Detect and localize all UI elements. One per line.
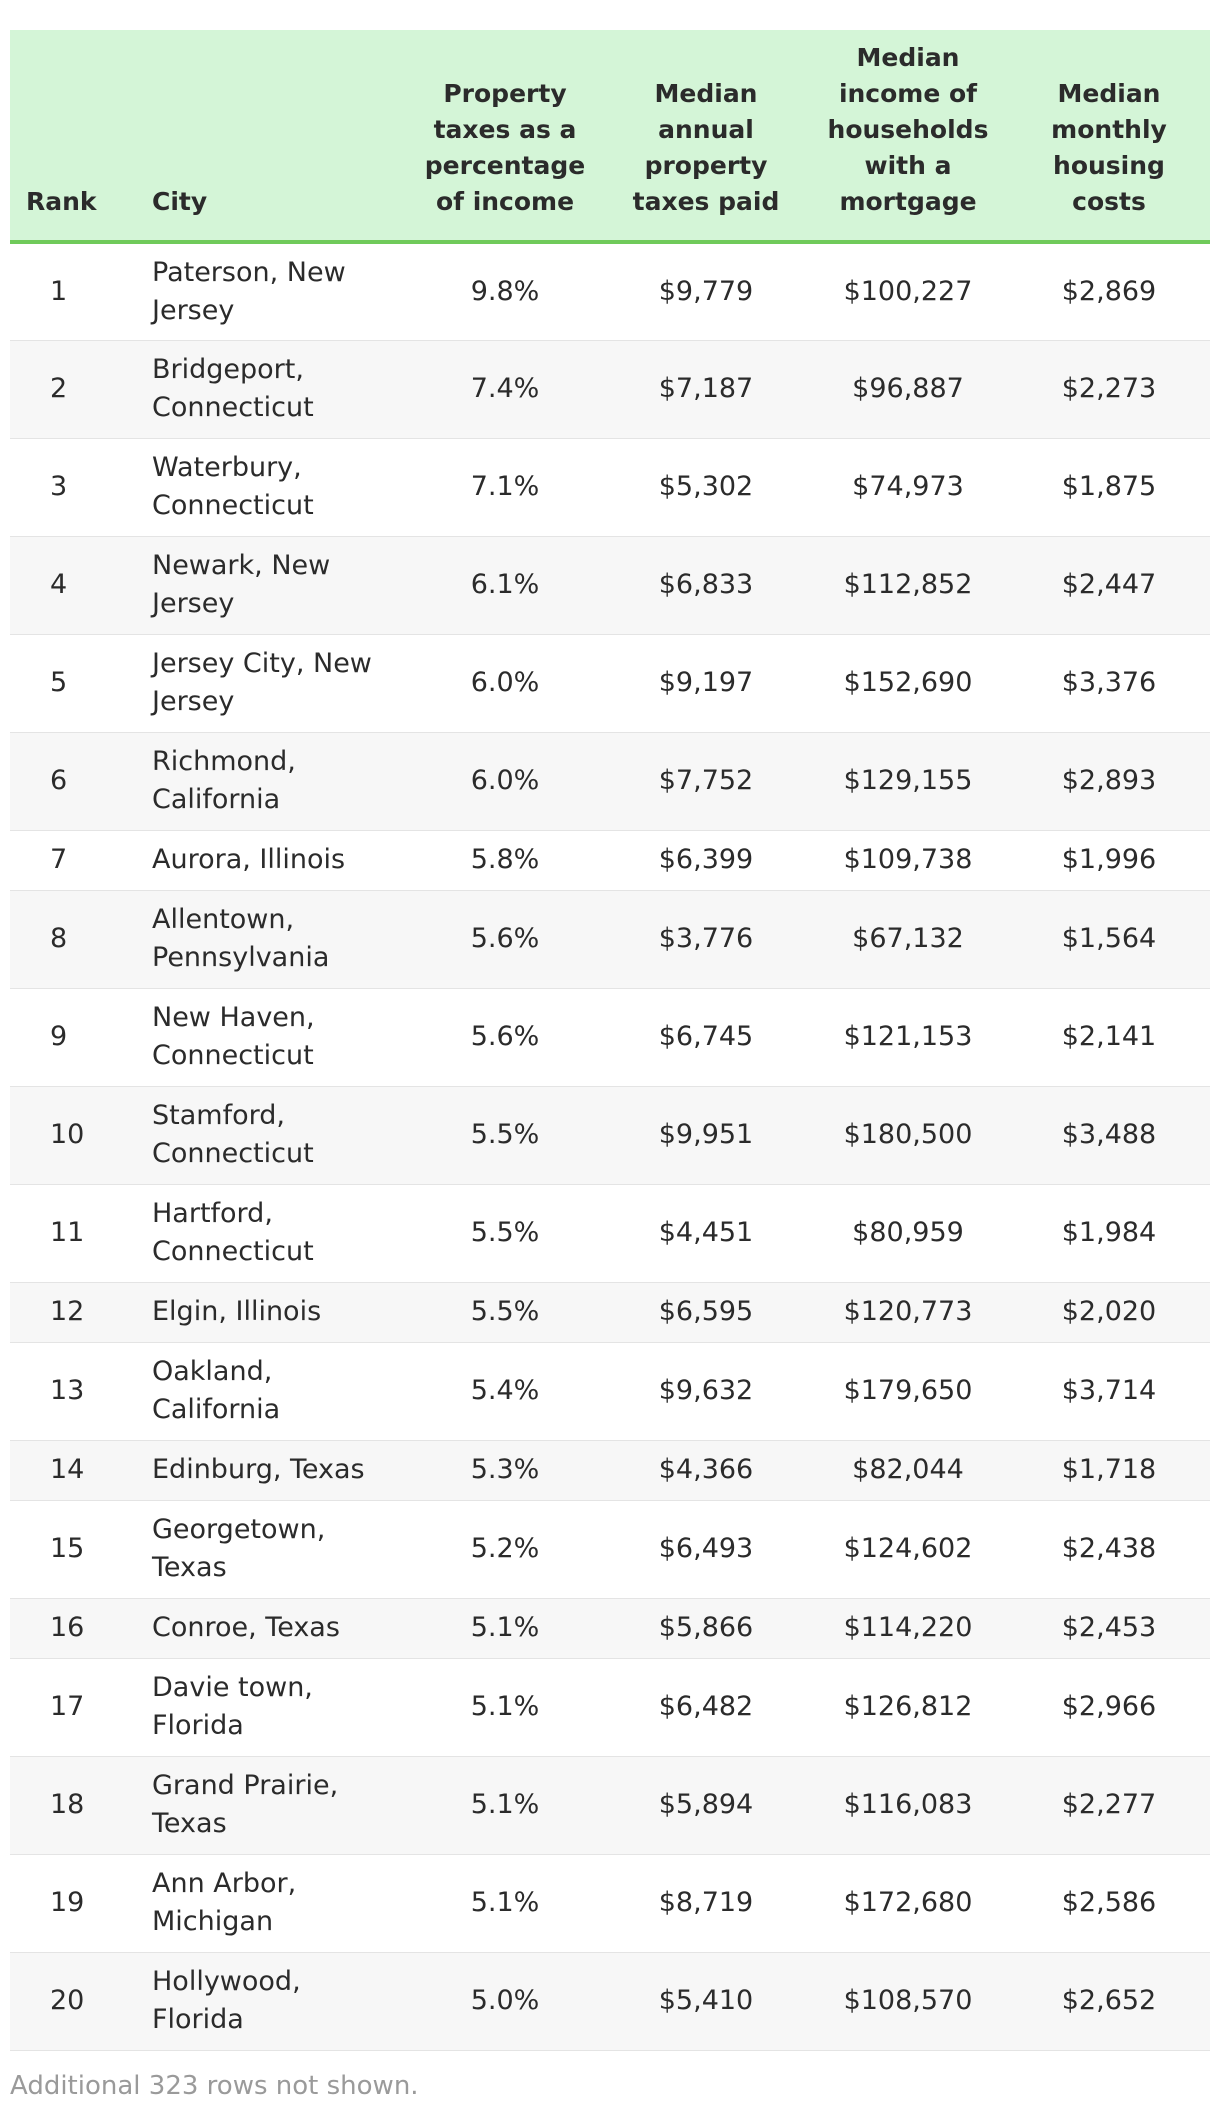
table-row xyxy=(10,634,1210,732)
pct-income-cell: 5.5% xyxy=(406,1282,604,1342)
column-header-annual-tax: Median annual property taxes paid xyxy=(604,30,808,242)
pct-income-cell: 7.4% xyxy=(406,340,604,438)
annual-tax-cell: $6,399 xyxy=(604,830,808,890)
income-cell: $112,852 xyxy=(808,536,1008,634)
income-cell: $109,738 xyxy=(808,830,1008,890)
housing-costs-cell: $2,453 xyxy=(1008,1598,1210,1658)
annual-tax-cell: $6,595 xyxy=(604,1282,808,1342)
income-cell: $179,650 xyxy=(808,1342,1008,1440)
housing-costs-cell: $1,875 xyxy=(1008,438,1210,536)
income-cell: $180,500 xyxy=(808,1086,1008,1184)
column-header-pct-income: Property taxes as a percentage of income xyxy=(406,30,604,242)
city-cell: Davie town, Florida xyxy=(106,1658,406,1756)
city-cell: Conroe, Texas xyxy=(106,1598,406,1658)
annual-tax-cell: $3,776 xyxy=(604,890,808,988)
rank-cell: 2 xyxy=(10,340,106,438)
table-row xyxy=(10,1086,1210,1184)
table-row xyxy=(10,242,1210,340)
annual-tax-cell: $9,197 xyxy=(604,634,808,732)
income-cell: $121,153 xyxy=(808,988,1008,1086)
housing-costs-cell: $2,869 xyxy=(1008,242,1210,340)
annual-tax-cell: $6,493 xyxy=(604,1500,808,1598)
city-cell: Newark, New Jersey xyxy=(106,536,406,634)
city-cell: Edinburg, Texas xyxy=(106,1440,406,1500)
table-row xyxy=(10,890,1210,988)
pct-income-cell: 6.0% xyxy=(406,732,604,830)
annual-tax-cell: $7,187 xyxy=(604,340,808,438)
annual-tax-cell: $6,745 xyxy=(604,988,808,1086)
table-row xyxy=(10,1282,1210,1342)
income-cell: $80,959 xyxy=(808,1184,1008,1282)
city-cell: Aurora, Illinois xyxy=(106,830,406,890)
annual-tax-cell: $9,632 xyxy=(604,1342,808,1440)
rank-cell: 11 xyxy=(10,1184,106,1282)
rank-cell: 16 xyxy=(10,1598,106,1658)
pct-income-cell: 5.1% xyxy=(406,1598,604,1658)
rank-cell: 4 xyxy=(10,536,106,634)
rows-not-shown-note: Additional 323 rows not shown. xyxy=(10,2071,419,2101)
annual-tax-cell: $6,833 xyxy=(604,536,808,634)
city-cell: Georgetown, Texas xyxy=(106,1500,406,1598)
pct-income-cell: 5.1% xyxy=(406,1854,604,1952)
table-body xyxy=(10,242,1210,2050)
rank-cell: 7 xyxy=(10,830,106,890)
housing-costs-cell: $1,564 xyxy=(1008,890,1210,988)
income-cell: $82,044 xyxy=(808,1440,1008,1500)
income-cell: $120,773 xyxy=(808,1282,1008,1342)
housing-costs-cell: $2,966 xyxy=(1008,1658,1210,1756)
column-header-city: City xyxy=(106,30,406,242)
city-cell: Richmond, California xyxy=(106,732,406,830)
pct-income-cell: 5.8% xyxy=(406,830,604,890)
pct-income-cell: 5.0% xyxy=(406,1952,604,2050)
rank-cell: 18 xyxy=(10,1756,106,1854)
income-cell: $152,690 xyxy=(808,634,1008,732)
pct-income-cell: 5.5% xyxy=(406,1086,604,1184)
city-cell: Hollywood, Florida xyxy=(106,1952,406,2050)
housing-costs-cell: $3,376 xyxy=(1008,634,1210,732)
housing-costs-cell: $1,984 xyxy=(1008,1184,1210,1282)
income-cell: $96,887 xyxy=(808,340,1008,438)
table-row xyxy=(10,1854,1210,1952)
annual-tax-cell: $7,752 xyxy=(604,732,808,830)
pct-income-cell: 5.3% xyxy=(406,1440,604,1500)
pct-income-cell: 6.0% xyxy=(406,634,604,732)
pct-income-cell: 9.8% xyxy=(406,242,604,340)
housing-costs-cell: $2,586 xyxy=(1008,1854,1210,1952)
rank-cell: 9 xyxy=(10,988,106,1086)
income-cell: $114,220 xyxy=(808,1598,1008,1658)
rank-cell: 8 xyxy=(10,890,106,988)
city-cell: Bridgeport, Connecticut xyxy=(106,340,406,438)
pct-income-cell: 5.6% xyxy=(406,890,604,988)
housing-costs-cell: $2,652 xyxy=(1008,1952,1210,2050)
rank-cell: 20 xyxy=(10,1952,106,2050)
pct-income-cell: 7.1% xyxy=(406,438,604,536)
city-cell: Paterson, New Jersey xyxy=(106,242,406,340)
income-cell: $126,812 xyxy=(808,1658,1008,1756)
housing-costs-cell: $1,718 xyxy=(1008,1440,1210,1500)
annual-tax-cell: $4,451 xyxy=(604,1184,808,1282)
header-row xyxy=(10,30,1210,242)
table-row xyxy=(10,340,1210,438)
table-header xyxy=(10,30,1210,242)
rank-cell: 13 xyxy=(10,1342,106,1440)
table-row xyxy=(10,1440,1210,1500)
table-row xyxy=(10,1342,1210,1440)
rank-cell: 15 xyxy=(10,1500,106,1598)
rank-cell: 1 xyxy=(10,242,106,340)
annual-tax-cell: $9,779 xyxy=(604,242,808,340)
annual-tax-cell: $9,951 xyxy=(604,1086,808,1184)
table-row xyxy=(10,1756,1210,1854)
rank-cell: 10 xyxy=(10,1086,106,1184)
income-cell: $100,227 xyxy=(808,242,1008,340)
income-cell: $124,602 xyxy=(808,1500,1008,1598)
income-cell: $116,083 xyxy=(808,1756,1008,1854)
housing-costs-cell: $2,273 xyxy=(1008,340,1210,438)
table-row xyxy=(10,830,1210,890)
property-tax-table xyxy=(10,30,1210,2051)
annual-tax-cell: $5,866 xyxy=(604,1598,808,1658)
city-cell: Grand Prairie, Texas xyxy=(106,1756,406,1854)
table-row xyxy=(10,732,1210,830)
rank-cell: 12 xyxy=(10,1282,106,1342)
housing-costs-cell: $2,447 xyxy=(1008,536,1210,634)
table-row xyxy=(10,1658,1210,1756)
city-cell: New Haven, Connecticut xyxy=(106,988,406,1086)
rank-cell: 17 xyxy=(10,1658,106,1756)
annual-tax-cell: $5,410 xyxy=(604,1952,808,2050)
column-header-housing-costs: Median monthly housing costs xyxy=(1008,30,1210,242)
column-header-rank: Rank xyxy=(10,30,106,242)
city-cell: Ann Arbor, Michigan xyxy=(106,1854,406,1952)
housing-costs-cell: $2,020 xyxy=(1008,1282,1210,1342)
income-cell: $108,570 xyxy=(808,1952,1008,2050)
pct-income-cell: 5.4% xyxy=(406,1342,604,1440)
housing-costs-cell: $3,488 xyxy=(1008,1086,1210,1184)
income-cell: $74,973 xyxy=(808,438,1008,536)
rank-cell: 19 xyxy=(10,1854,106,1952)
pct-income-cell: 5.6% xyxy=(406,988,604,1086)
rank-cell: 6 xyxy=(10,732,106,830)
city-cell: Elgin, Illinois xyxy=(106,1282,406,1342)
annual-tax-cell: $5,302 xyxy=(604,438,808,536)
table-row xyxy=(10,1598,1210,1658)
income-cell: $67,132 xyxy=(808,890,1008,988)
city-cell: Waterbury, Connecticut xyxy=(106,438,406,536)
table-row xyxy=(10,1184,1210,1282)
city-cell: Stamford, Connecticut xyxy=(106,1086,406,1184)
rank-cell: 5 xyxy=(10,634,106,732)
city-cell: Allentown, Pennsylvania xyxy=(106,890,406,988)
pct-income-cell: 6.1% xyxy=(406,536,604,634)
housing-costs-cell: $3,714 xyxy=(1008,1342,1210,1440)
table-row xyxy=(10,1500,1210,1598)
annual-tax-cell: $6,482 xyxy=(604,1658,808,1756)
housing-costs-cell: $1,996 xyxy=(1008,830,1210,890)
city-cell: Hartford, Connecticut xyxy=(106,1184,406,1282)
income-cell: $172,680 xyxy=(808,1854,1008,1952)
table-row xyxy=(10,988,1210,1086)
rank-cell: 3 xyxy=(10,438,106,536)
housing-costs-cell: $2,893 xyxy=(1008,732,1210,830)
city-cell: Jersey City, New Jersey xyxy=(106,634,406,732)
annual-tax-cell: $5,894 xyxy=(604,1756,808,1854)
pct-income-cell: 5.1% xyxy=(406,1756,604,1854)
housing-costs-cell: $2,438 xyxy=(1008,1500,1210,1598)
city-cell: Oakland, California xyxy=(106,1342,406,1440)
housing-costs-cell: $2,277 xyxy=(1008,1756,1210,1854)
housing-costs-cell: $2,141 xyxy=(1008,988,1210,1086)
data-table-container xyxy=(10,30,1210,2051)
table-row xyxy=(10,438,1210,536)
annual-tax-cell: $4,366 xyxy=(604,1440,808,1500)
pct-income-cell: 5.2% xyxy=(406,1500,604,1598)
table-row xyxy=(10,1952,1210,2050)
rank-cell: 14 xyxy=(10,1440,106,1500)
pct-income-cell: 5.1% xyxy=(406,1658,604,1756)
column-header-income: Median income of households with a mortgage xyxy=(808,30,1008,242)
pct-income-cell: 5.5% xyxy=(406,1184,604,1282)
table-row xyxy=(10,536,1210,634)
annual-tax-cell: $8,719 xyxy=(604,1854,808,1952)
income-cell: $129,155 xyxy=(808,732,1008,830)
